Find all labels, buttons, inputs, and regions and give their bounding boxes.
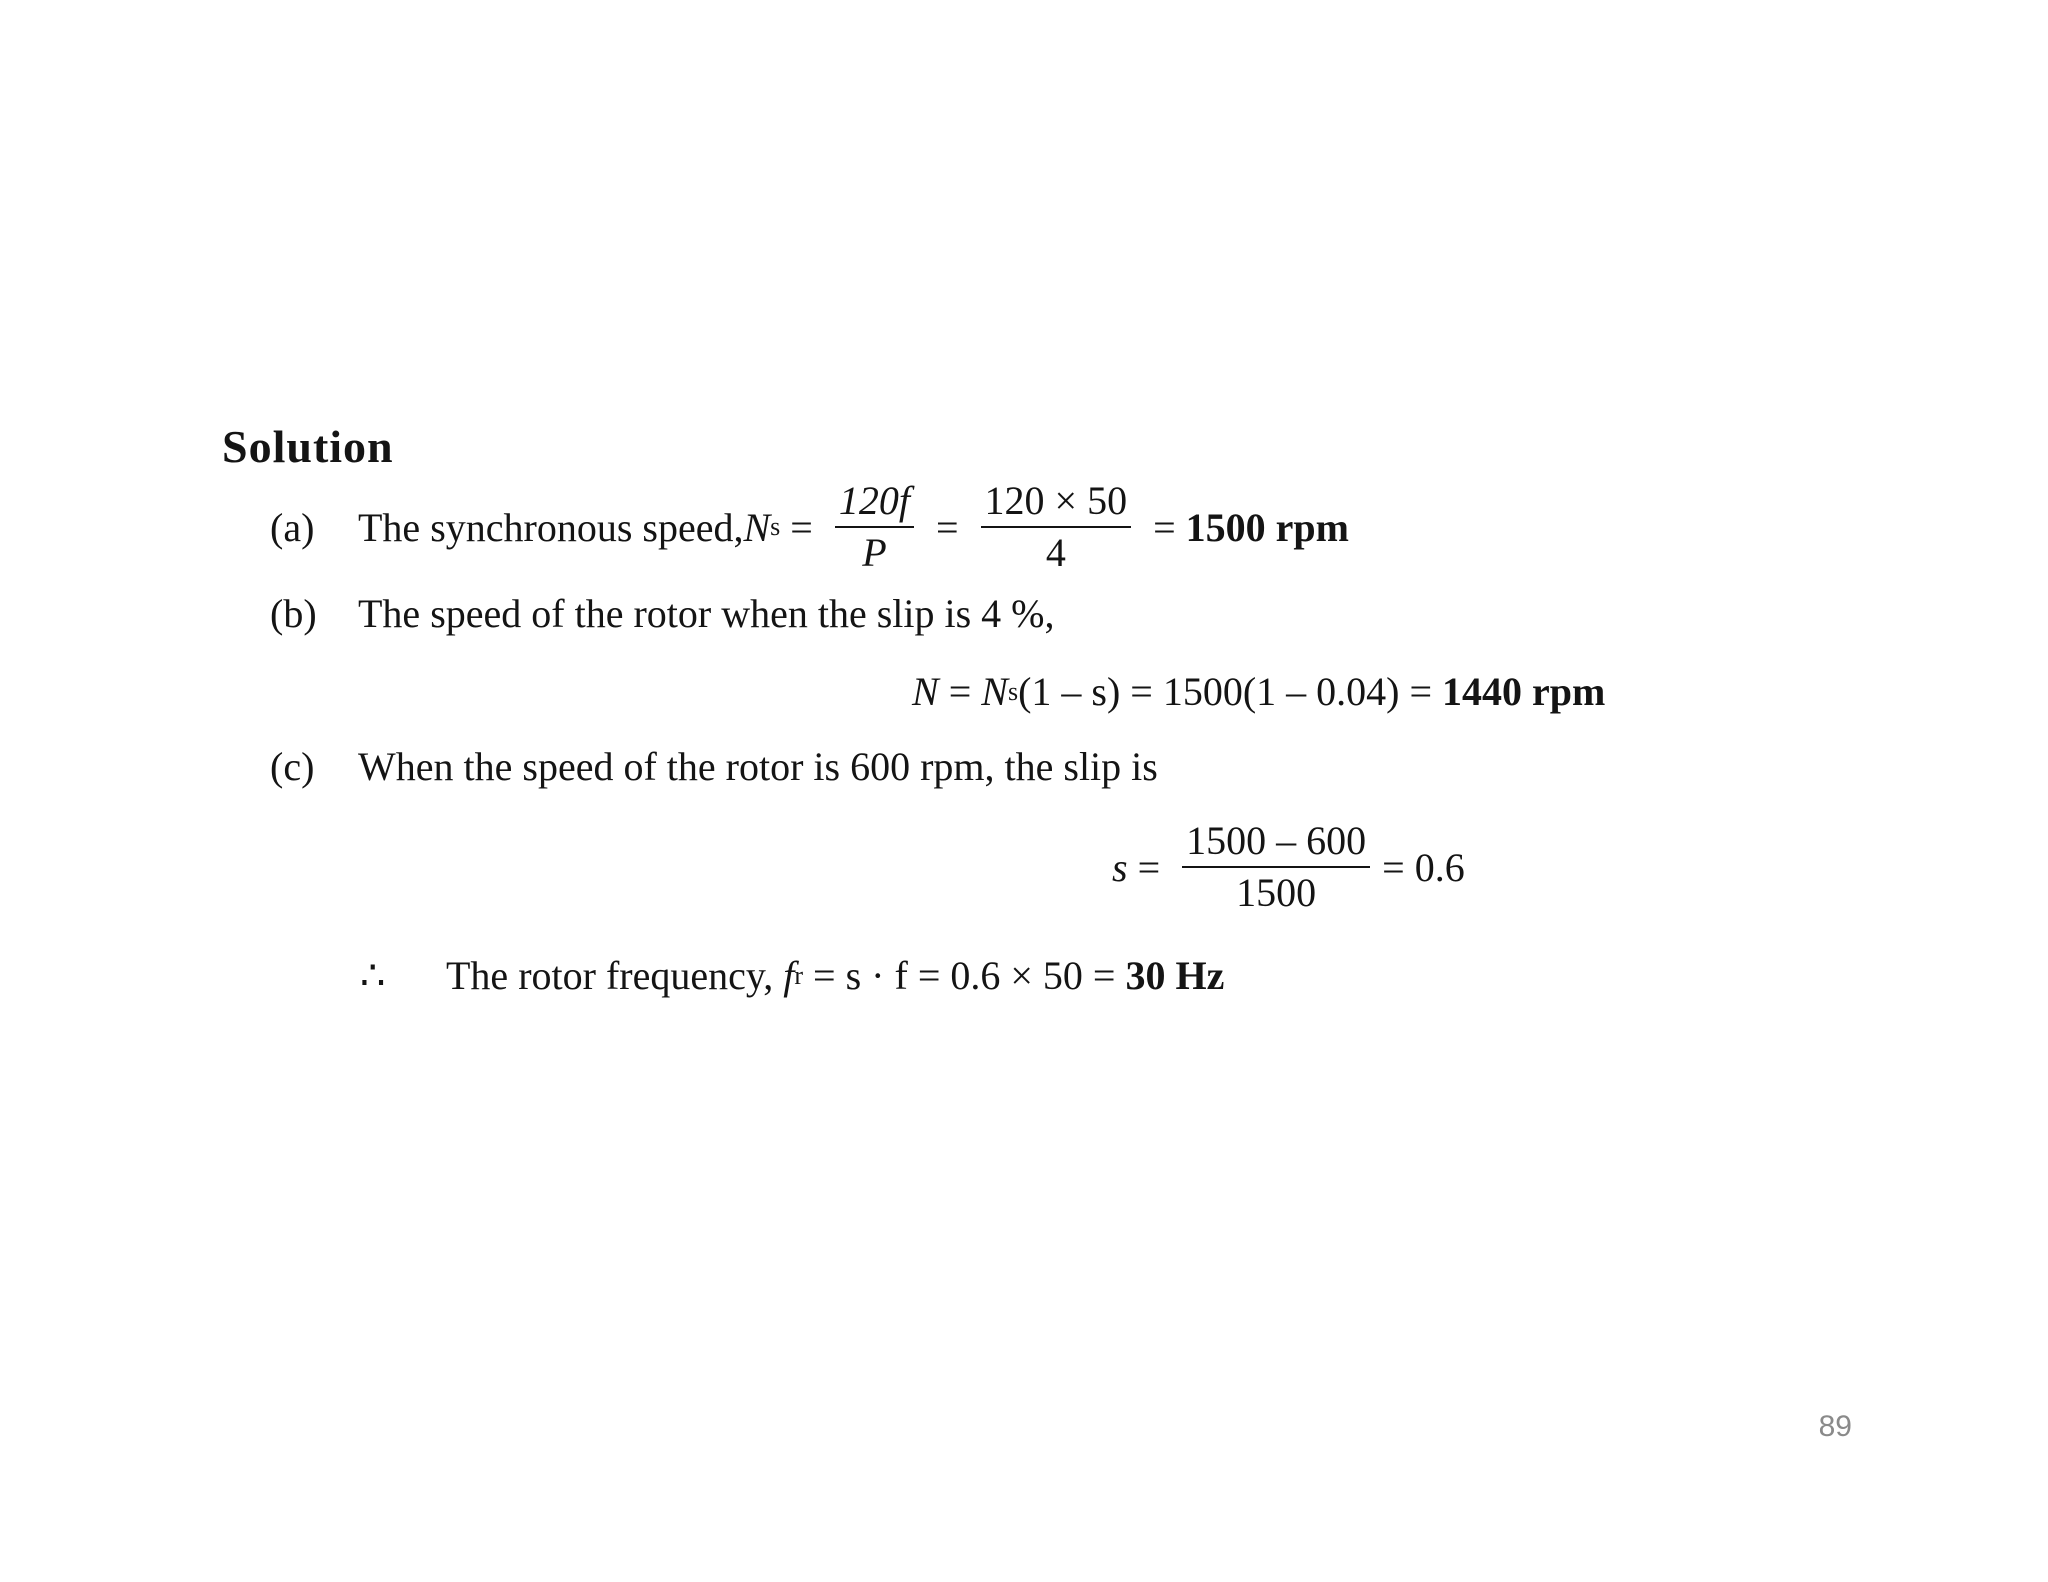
part-a-frac2-numerator: 120 × 50	[981, 478, 1132, 528]
part-c-slip-result: = 0.6	[1382, 844, 1465, 890]
part-b-eq: =	[948, 669, 972, 714]
part-a-frac1-numerator: 120f	[835, 478, 914, 528]
solution-heading: Solution	[222, 421, 394, 472]
part-a-fraction-1	[835, 478, 914, 576]
part-b-lhs: N	[912, 669, 939, 714]
part-b-text: The speed of the rotor when the slip is 4 %,	[358, 591, 1055, 636]
conclusion-formula: = s · f = 0.6 × 50 =	[803, 953, 1126, 998]
part-b-var: N	[981, 669, 1008, 714]
page-number: 89	[1818, 1410, 1852, 1443]
part-a-label: (a)	[270, 504, 315, 550]
conclusion-var: f	[783, 953, 795, 998]
part-a-var-sub: s	[770, 512, 781, 541]
part-b-result: 1440 rpm	[1442, 669, 1606, 714]
part-c-frac-numerator: 1500 – 600	[1182, 818, 1370, 868]
part-a-eq3: =	[1153, 504, 1176, 550]
conclusion-text: The rotor frequency,	[446, 953, 784, 998]
conclusion-line	[360, 952, 1224, 999]
part-c-line	[270, 743, 1158, 790]
part-b-line	[270, 590, 1055, 637]
conclusion-result: 30 Hz	[1125, 953, 1225, 998]
part-c-slip-eq: =	[1137, 844, 1161, 890]
part-a-result: 1500 rpm	[1185, 504, 1349, 550]
part-a-fraction-2	[981, 478, 1132, 576]
part-c-fraction	[1182, 818, 1370, 916]
part-a-frac2-denominator: 4	[1045, 530, 1066, 575]
part-b-label: (b)	[270, 591, 317, 636]
part-a-line	[270, 478, 1349, 576]
part-b-var-sub: s	[1007, 676, 1019, 706]
part-c-text: When the speed of the rotor is 600 rpm, the slip is	[358, 744, 1158, 789]
part-c-slip-var: s	[1112, 844, 1128, 890]
part-a-text: The synchronous speed,	[358, 504, 744, 550]
part-a-var: N	[743, 504, 771, 550]
part-b-formula	[912, 668, 1605, 715]
part-a-frac1-denominator: P	[862, 530, 887, 575]
part-b-rest: (1 – s) = 1500(1 – 0.04) =	[1018, 669, 1443, 714]
part-c-label: (c)	[270, 744, 315, 789]
part-a-eq1: =	[790, 504, 813, 550]
part-a-eq2: =	[935, 504, 959, 550]
part-c-frac-denominator: 1500	[1236, 870, 1317, 915]
part-c-formula	[1112, 818, 1465, 916]
therefore-symbol: ∴	[360, 953, 386, 998]
conclusion-var-sub: r	[794, 960, 804, 990]
